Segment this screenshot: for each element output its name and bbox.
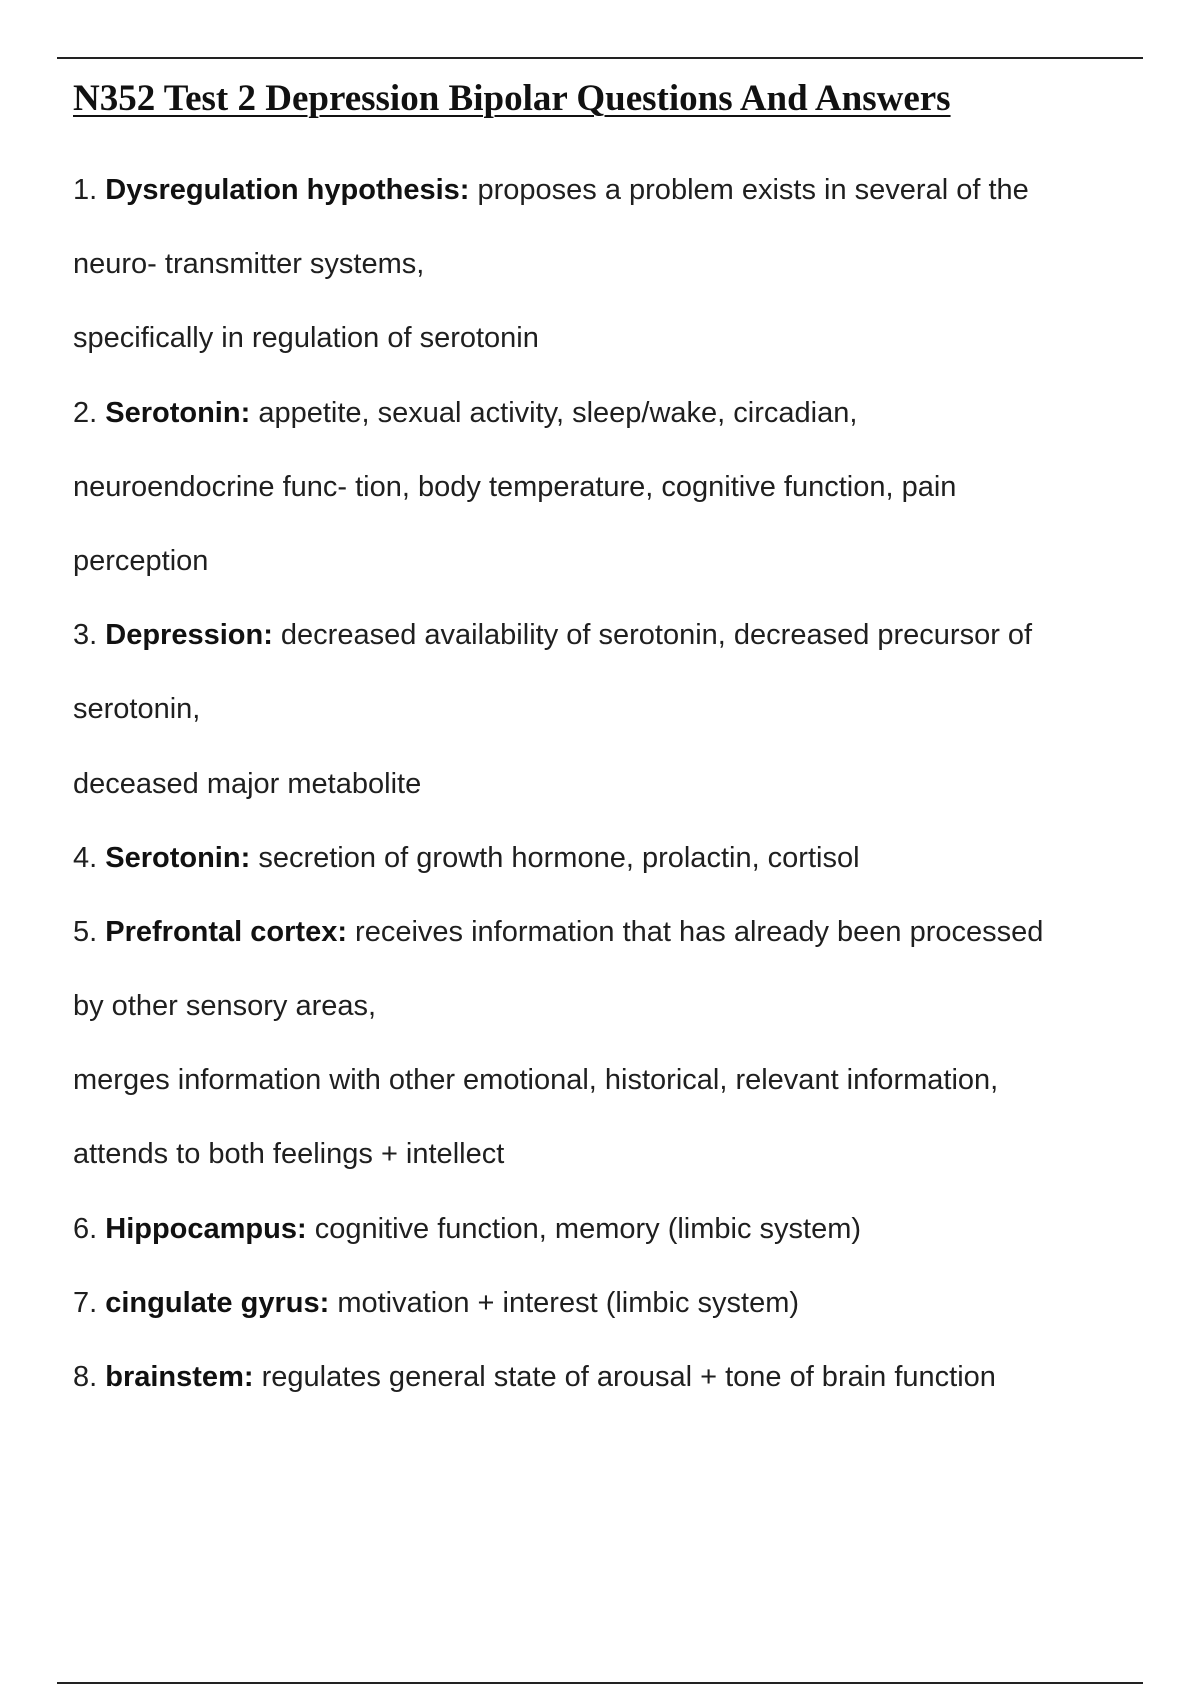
qa-item-first-line xyxy=(73,1196,1143,1270)
qa-item-continuation-line xyxy=(73,454,1143,528)
qa-item-term: Dysregulation hypothesis: xyxy=(105,174,470,206)
qa-item-continuation-line xyxy=(73,1047,1143,1121)
qa-item-number: 3. xyxy=(73,619,98,652)
qa-item-text: specifically in regulation of serotonin xyxy=(73,322,539,355)
qa-item-term: Depression: xyxy=(105,619,273,652)
top-divider xyxy=(57,57,1143,59)
qa-item-text: by other sensory areas, xyxy=(73,990,377,1023)
qa-list xyxy=(73,157,1143,1418)
qa-item-text: neuroendocrine func- tion, body temperature, cognitive function, pain xyxy=(73,470,957,503)
qa-item-first-line xyxy=(73,602,1143,676)
qa-item-text: attends to both feelings + intellect xyxy=(73,1138,505,1171)
qa-item-term: Prefrontal cortex: xyxy=(105,915,347,948)
qa-item-text: motivation + interest (limbic system) xyxy=(337,1286,800,1319)
qa-item-first-line xyxy=(73,899,1143,973)
qa-item-continuation-line xyxy=(73,973,1143,1047)
qa-item-number: 1. xyxy=(73,174,98,206)
qa-item-continuation-line xyxy=(73,1121,1143,1195)
qa-item-number: 7. xyxy=(73,1286,98,1319)
qa-item-text: appetite, sexual activity, sleep/wake, circadian, xyxy=(258,396,858,429)
qa-item-number: 5. xyxy=(73,915,98,948)
qa-item-text: proposes a problem exists in several of the xyxy=(477,174,1029,206)
qa-item-continuation-line xyxy=(73,305,1143,379)
qa-item-continuation-line xyxy=(73,676,1143,750)
qa-item-continuation-line xyxy=(73,231,1143,305)
qa-item-term: Serotonin: xyxy=(105,841,251,874)
qa-item-first-line xyxy=(73,380,1143,454)
qa-item-text: cognitive function, memory (limbic system) xyxy=(314,1212,862,1245)
qa-item-text: serotonin, xyxy=(73,693,201,726)
qa-item-text: deceased major metabolite xyxy=(73,767,422,800)
qa-item-first-line xyxy=(73,825,1143,899)
qa-item-number: 2. xyxy=(73,396,98,429)
qa-item-number: 8. xyxy=(73,1361,98,1393)
qa-item-term: Hippocampus: xyxy=(105,1212,307,1245)
qa-item-continuation-line xyxy=(73,528,1143,602)
qa-item-first-line xyxy=(73,1270,1143,1344)
qa-item-text: merges information with other emotional, historical, relevant information, xyxy=(73,1064,999,1097)
qa-item-term: brainstem: xyxy=(105,1361,254,1393)
qa-item-text: secretion of growth hormone, prolactin, cortisol xyxy=(258,841,860,874)
qa-item-continuation-line xyxy=(73,751,1143,825)
bottom-divider xyxy=(57,1682,1143,1684)
qa-item-term: cingulate gyrus: xyxy=(105,1286,330,1319)
qa-item-first-line xyxy=(73,157,1143,231)
qa-item-text: regulates general state of arousal + tone of brain function xyxy=(261,1361,996,1393)
qa-item-text: neuro- transmitter systems, xyxy=(73,248,425,281)
qa-item-text: perception xyxy=(73,544,209,577)
qa-item-text: decreased availability of serotonin, decreased precursor of xyxy=(280,619,1033,652)
qa-item-text: receives information that has already been processed xyxy=(355,915,1044,948)
qa-item-number: 4. xyxy=(73,841,98,874)
qa-item-first-line xyxy=(73,1344,1143,1418)
qa-item-term: Serotonin: xyxy=(105,396,251,429)
qa-item-number: 6. xyxy=(73,1212,98,1245)
page-title: N352 Test 2 Depression Bipolar Questions And Answers xyxy=(73,78,951,119)
